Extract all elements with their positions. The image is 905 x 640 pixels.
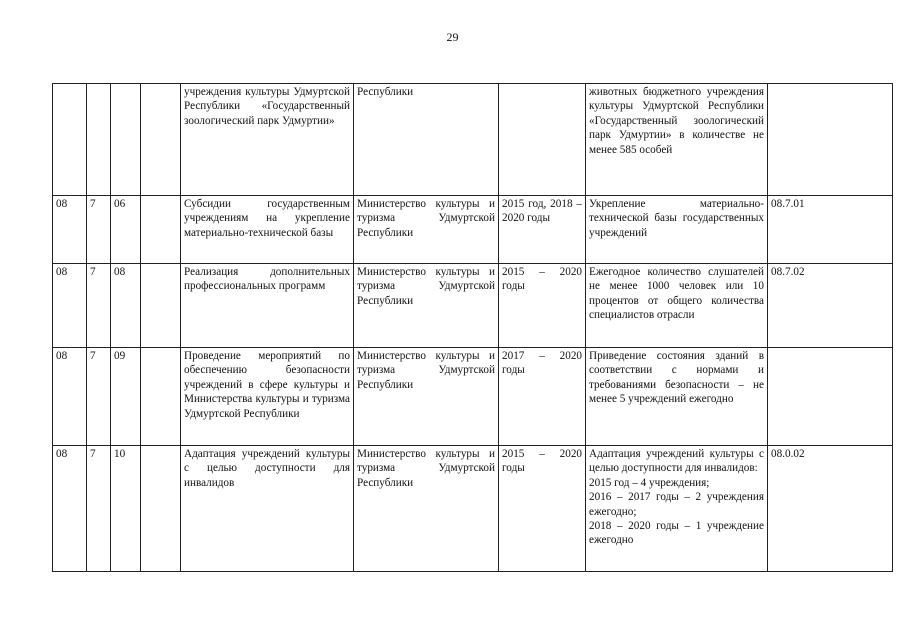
cell-indicator [768, 348, 893, 446]
cell-executor: Министерство культуры и туризма Удмуртской Республики [354, 348, 499, 446]
cell-code-measure [111, 84, 141, 196]
cell-expected-result [586, 446, 768, 572]
cell-code-measure: 10 [111, 446, 141, 572]
result-line: 2015 год – 4 учреждения; [589, 476, 710, 489]
cell-expected-result: Ежегодное количество слушателей не менее 1000 человек или 10 процентов от общего количества специалистов отрасли [586, 264, 768, 348]
cell-expected-result: животных бюджетного учреждения культуры Удмуртской Республики «Государственный зоологический парк Удмуртии» в количестве не менее 585 особей [586, 84, 768, 196]
cell-measure-name: Субсидии государственным учреждениям на укрепление материально-технической базы [181, 196, 354, 264]
cell-indicator: 08.7.01 [768, 196, 893, 264]
table-row [53, 264, 893, 348]
cell-period: 2015 – 2020 годы [499, 446, 586, 572]
cell-measure-name: Адаптация учреждений культуры с целью доступности для инвалидов [181, 446, 354, 572]
cell-code-program: 08 [53, 264, 87, 348]
cell-code-program: 08 [53, 348, 87, 446]
cell-expected-result: Приведение состояния зданий в соответствии с нормами и требованиями безопасности – не менее 5 учреждений ежегодно [586, 348, 768, 446]
cell-code-measure: 08 [111, 264, 141, 348]
cell-executor: Министерство культуры и туризма Удмуртской Республики [354, 446, 499, 572]
table-row [53, 348, 893, 446]
cell-code-subprogram: 7 [87, 196, 111, 264]
cell-measure-name: Реализация дополнительных профессиональных программ [181, 264, 354, 348]
cell-period: 2017 – 2020 годы [499, 348, 586, 446]
cell-code-subprogram: 7 [87, 446, 111, 572]
cell-executor: Республики [354, 84, 499, 196]
cell-code-program: 08 [53, 446, 87, 572]
cell-indicator: 08.7.02 [768, 264, 893, 348]
result-line: 2016 – 2017 годы – 2 учреждения ежегодно; [589, 491, 764, 518]
cell-code-extra [141, 196, 181, 264]
cell-indicator: 08.0.02 [768, 446, 893, 572]
cell-period: 2015 – 2020 годы [499, 264, 586, 348]
cell-code-program: 08 [53, 196, 87, 264]
cell-code-extra [141, 84, 181, 196]
cell-code-measure: 09 [111, 348, 141, 446]
cell-code-measure: 06 [111, 196, 141, 264]
table-row [53, 196, 893, 264]
cell-period: 2015 год, 2018 – 2020 годы [499, 196, 586, 264]
cell-indicator [768, 84, 893, 196]
cell-measure-name: учреждения культуры Удмуртской Республики «Государственный зоологический парк Удмуртии» [181, 84, 354, 196]
program-table [52, 83, 893, 572]
cell-code-subprogram: 7 [87, 348, 111, 446]
cell-code-subprogram [87, 84, 111, 196]
table-row [53, 446, 893, 572]
cell-code-extra [141, 348, 181, 446]
result-line: Адаптация учреждений культуры с целью доступности для инвалидов: [589, 448, 764, 475]
result-line: 2018 – 2020 годы – 1 учреждение ежегодно [589, 520, 764, 547]
cell-measure-name: Проведение мероприятий по обеспечению безопасности учреждений в сфере культуры и Министерства культуры и туризма Удмуртской Республики [181, 348, 354, 446]
cell-code-extra [141, 446, 181, 572]
cell-code-extra [141, 264, 181, 348]
cell-code-program [53, 84, 87, 196]
cell-expected-result: Укрепление материально-технической базы государственных учреждений [586, 196, 768, 264]
cell-executor: Министерство культуры и туризма Удмуртской Республики [354, 196, 499, 264]
cell-executor: Министерство культуры и туризма Удмуртской Республики [354, 264, 499, 348]
page-number: 29 [446, 30, 459, 44]
cell-period [499, 84, 586, 196]
table-row [53, 84, 893, 196]
cell-code-subprogram: 7 [87, 264, 111, 348]
